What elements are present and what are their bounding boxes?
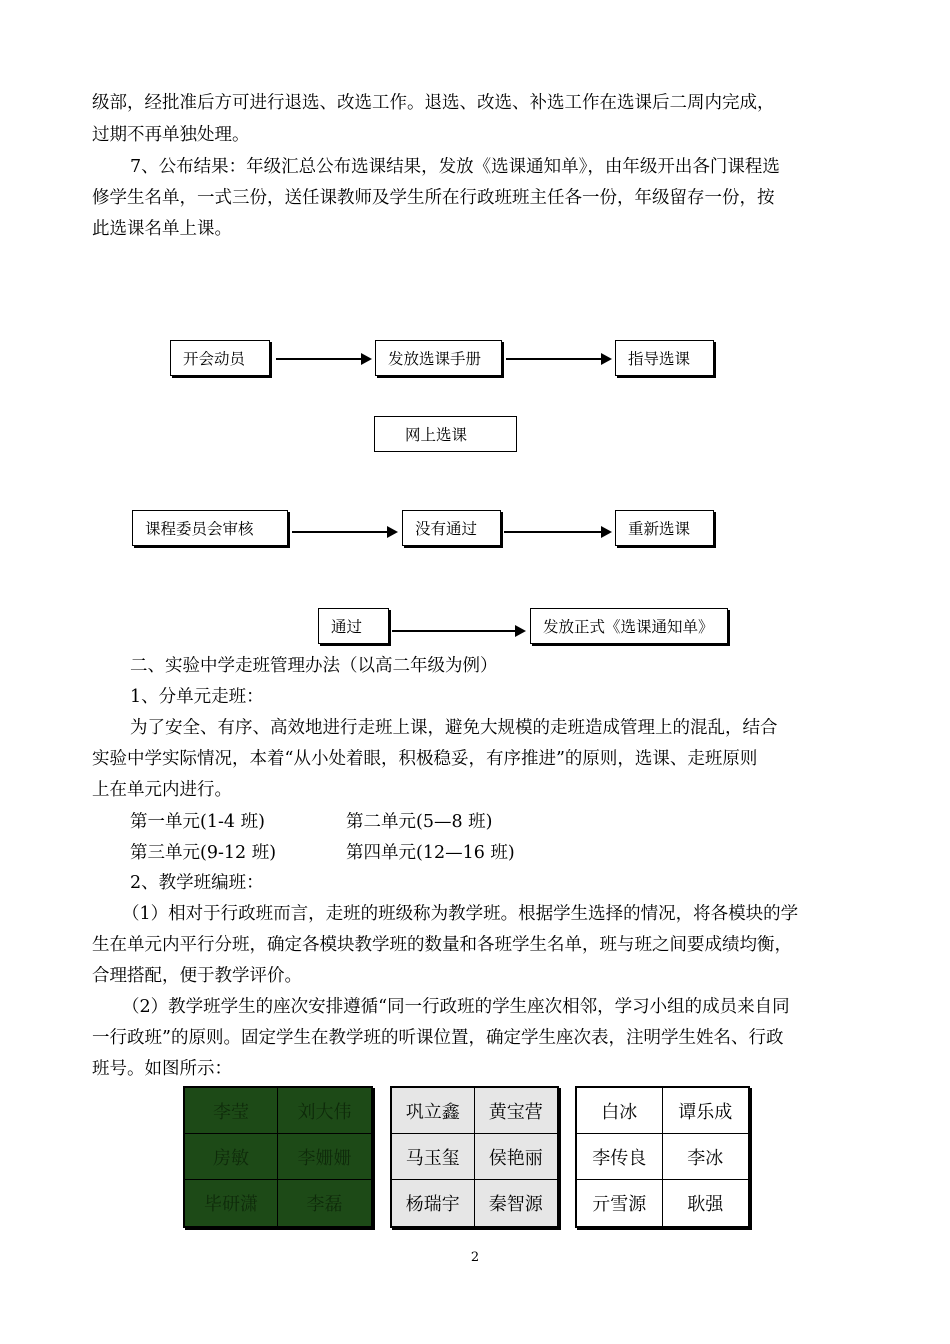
seating-group-1	[183, 1086, 373, 1228]
paragraph-line: 生在单元内平行分班，确定各模块教学班的数量和各班学生名单，班与班之间要成绩均衡，	[92, 935, 792, 955]
paragraph-line: 此选课名单上课。	[92, 219, 232, 239]
subheading: 1、分单元走班：	[130, 687, 264, 707]
seat-cell: 李姗姗	[278, 1134, 371, 1180]
paragraph-line: 修学生名单，一式三份，送任课教师及学生所在行政班班主任各一份，年级留存一份，按	[92, 188, 775, 208]
flow-box-guide: 指导选课	[615, 340, 714, 376]
paragraph-line: 过期不再单独处理。	[92, 125, 250, 145]
seating-group-2	[390, 1086, 559, 1228]
paragraph-line: 合理搭配，便于教学评价。	[92, 966, 302, 986]
seat-cell: 亓雪源	[577, 1180, 663, 1226]
seat-cell: 巩立鑫	[392, 1088, 475, 1134]
page-number: 2	[470, 1250, 480, 1265]
seat-cell: 杨瑞宇	[392, 1180, 475, 1226]
seat-cell: 毕研潇	[185, 1180, 278, 1226]
flow-box-meeting: 开会动员	[170, 340, 270, 376]
flow-arrow	[276, 358, 370, 360]
flow-box-notice: 发放正式《选课通知单》	[530, 608, 728, 644]
seating-group-3	[575, 1086, 750, 1228]
flow-arrow	[292, 531, 396, 533]
flow-arrow	[504, 531, 610, 533]
seat-cell: 耿强	[687, 1194, 724, 1215]
unit-label: 第一单元(1-4 班)	[130, 812, 265, 832]
seat-cell: 侯艳丽	[475, 1134, 558, 1180]
seat-cell: 马玉玺	[392, 1134, 475, 1180]
flow-arrow	[506, 358, 610, 360]
unit-label: 第四单元(12—16 班)	[346, 843, 515, 863]
paragraph-line: （1）相对于行政班而言，走班的班级称为教学班。根据学生选择的情况，将各模块的学	[122, 904, 799, 924]
seat-cell: 房敏	[185, 1134, 278, 1180]
flow-box-passed: 通过	[318, 608, 389, 644]
flow-box-handbook: 发放选课手册	[375, 340, 502, 376]
paragraph-line: 实验中学实际情况，本着“从小处着眼，积极稳妥，有序推进”的原则，选课、走班原则	[92, 749, 758, 769]
seat-cell: 李冰	[663, 1134, 749, 1180]
paragraph-line: 级部，经批准后方可进行退选、改选工作。退选、改选、补选工作在选课后二周内完成，	[92, 93, 775, 113]
seat-cell: 李磊	[306, 1194, 343, 1215]
flow-box-online: 网上选课	[374, 416, 517, 452]
paragraph-line: （2）教学班学生的座次安排遵循“同一行政班的学生座次相邻，学习小组的成员来自同	[122, 997, 790, 1017]
seat-cell: 李莹	[185, 1088, 278, 1134]
paragraph-line: 为了安全、有序、高效地进行走班上课，避免大规模的走班造成管理上的混乱，结合	[130, 718, 778, 738]
unit-label: 第二单元(5—8 班)	[346, 812, 493, 832]
seat-cell: 白冰	[577, 1088, 663, 1134]
section-heading: 二、实验中学走班管理办法（以高二年级为例）	[130, 656, 498, 676]
subheading: 2、教学班编班：	[130, 873, 264, 893]
paragraph-line: 班号。如图所示：	[92, 1059, 232, 1079]
flow-box-reselect: 重新选课	[615, 510, 714, 546]
paragraph-line: 上在单元内进行。	[92, 780, 232, 800]
paragraph-line: 一行政班”的原则。固定学生在教学班的听课位置，确定学生座次表，注明学生姓名、行政	[92, 1028, 784, 1048]
unit-label: 第三单元(9-12 班)	[130, 843, 277, 863]
seat-cell: 刘大伟	[278, 1088, 371, 1134]
seat-cell: 谭乐成	[663, 1088, 749, 1134]
paragraph-line: 7、公布结果：年级汇总公布选课结果，发放《选课通知单》，由年级开出各门课程选	[130, 157, 780, 177]
flow-arrow	[392, 630, 524, 632]
seat-cell: 黄宝营	[475, 1088, 558, 1134]
flow-box-not-passed: 没有通过	[402, 510, 501, 546]
seat-cell: 李传良	[577, 1134, 663, 1180]
flow-box-review: 课程委员会审核	[132, 510, 288, 546]
seat-cell: 秦智源	[488, 1194, 543, 1215]
